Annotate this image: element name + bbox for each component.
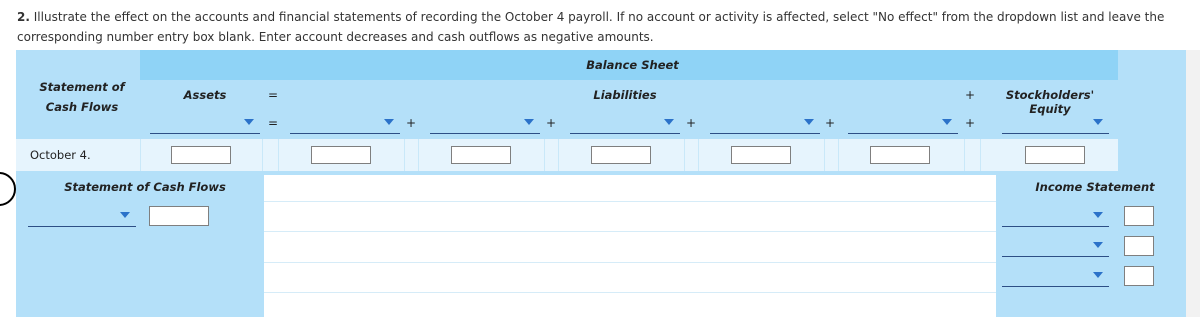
liability-amount-input-1[interactable] xyxy=(311,146,371,164)
plus-sign: + xyxy=(964,116,976,130)
column-divider xyxy=(838,139,839,171)
chevron-down-icon xyxy=(384,119,394,125)
income-account-dropdown-2[interactable] xyxy=(1002,236,1109,257)
equity-amount-input[interactable] xyxy=(1025,146,1085,164)
plus-sign: + xyxy=(685,116,697,130)
question-number: 2. xyxy=(17,10,30,24)
chevron-down-icon xyxy=(1093,119,1103,125)
column-divider xyxy=(824,139,825,171)
cash-flow-activity-dropdown[interactable] xyxy=(28,206,136,227)
row-divider xyxy=(264,231,996,232)
chevron-down-icon xyxy=(1093,242,1103,248)
column-divider xyxy=(418,139,419,171)
chevron-down-icon xyxy=(1093,212,1103,218)
plus-sign: + xyxy=(545,116,557,130)
assets-account-dropdown[interactable] xyxy=(150,113,260,134)
instruction-body: Illustrate the effect on the accounts and financial statements of recording the October 4 payroll. If no account or activity is affected, select "No effect" from the dropdown list and leave the corresponding number entry box blank. Enter account decreases and cash outflows as negative amounts. xyxy=(17,10,1165,44)
column-divider xyxy=(278,139,279,171)
income-account-dropdown-1[interactable] xyxy=(1002,206,1109,227)
liability-account-dropdown-2[interactable] xyxy=(430,113,540,134)
liability-account-dropdown-5[interactable] xyxy=(848,113,958,134)
liability-account-dropdown-4[interactable] xyxy=(710,113,820,134)
income-amount-input-2[interactable] xyxy=(1124,236,1154,256)
chevron-down-icon xyxy=(804,119,814,125)
chevron-down-icon xyxy=(524,119,534,125)
liability-amount-input-5[interactable] xyxy=(870,146,930,164)
liability-amount-input-2[interactable] xyxy=(451,146,511,164)
income-account-dropdown-3[interactable] xyxy=(1002,266,1109,287)
stockholders-equity-header: Stockholders' Equity xyxy=(1005,88,1095,116)
column-divider xyxy=(684,139,685,171)
equals-sign: = xyxy=(267,116,279,130)
column-divider xyxy=(698,139,699,171)
instruction-text xyxy=(17,7,1187,47)
liabilities-header: Liabilities xyxy=(593,88,657,102)
assets-amount-input[interactable] xyxy=(171,146,231,164)
column-divider xyxy=(964,139,965,171)
column-divider xyxy=(262,139,263,171)
cash-flows-panel xyxy=(16,175,264,317)
plus-sign: + xyxy=(964,88,976,102)
radio-circle-icon[interactable] xyxy=(0,172,16,206)
column-divider xyxy=(140,139,141,171)
income-amount-input-3[interactable] xyxy=(1124,266,1154,286)
scf-header: Statement of Cash Flows xyxy=(64,180,226,194)
chevron-down-icon xyxy=(1093,272,1103,278)
column-divider xyxy=(558,139,559,171)
income-amount-input-1[interactable] xyxy=(1124,206,1154,226)
equals-sign: = xyxy=(267,88,279,102)
liability-account-dropdown-3[interactable] xyxy=(570,113,680,134)
row-divider xyxy=(264,292,996,293)
assets-header: Assets xyxy=(183,88,227,102)
column-divider xyxy=(544,139,545,171)
cash-flow-amount-input[interactable] xyxy=(149,206,209,226)
plus-sign: + xyxy=(405,116,417,130)
liability-account-dropdown-1[interactable] xyxy=(290,113,400,134)
plus-sign: + xyxy=(824,116,836,130)
row-divider xyxy=(264,201,996,202)
chevron-down-icon xyxy=(942,119,952,125)
column-divider xyxy=(980,139,981,171)
row-divider xyxy=(264,262,996,263)
scroll-edge[interactable] xyxy=(1186,50,1200,317)
liability-amount-input-3[interactable] xyxy=(591,146,651,164)
balance-sheet-header: Balance Sheet xyxy=(586,58,679,72)
middle-blank-area xyxy=(264,175,996,317)
cash-flows-header: Statement of Cash Flows xyxy=(39,80,125,114)
chevron-down-icon xyxy=(120,212,130,218)
chevron-down-icon xyxy=(244,119,254,125)
column-divider xyxy=(404,139,405,171)
chevron-down-icon xyxy=(664,119,674,125)
row-label: October 4. xyxy=(30,148,91,162)
liability-amount-input-4[interactable] xyxy=(731,146,791,164)
income-statement-header: Income Statement xyxy=(1035,180,1155,194)
equity-account-dropdown[interactable] xyxy=(1002,113,1109,134)
